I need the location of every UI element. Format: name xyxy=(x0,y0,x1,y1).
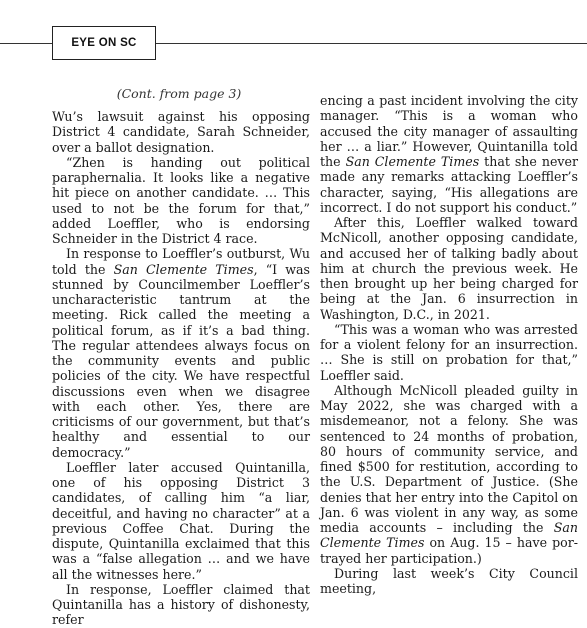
paragraph: In response to Loeffler’s outburst, Wu told the San Clemente Times, “I was stunned by Councilmember Loeffler’s uncharacteristic tantrum at the meeting. Rick called the meeting a political forum, as if it’s a bad thing. The regular attendees always focus on the community events and public policies of the city. We have respectful discussions even when we disagree with each other. Yes, there are criticisms of our government, but that’s healthy and essential to our democracy.” xyxy=(52,246,310,460)
continued-note: (Cont. from page 3) xyxy=(116,86,242,101)
paragraph: During last week’s City Council meeting, xyxy=(320,565,578,596)
publication-name: San Clemente Times xyxy=(113,261,254,277)
paragraph: “This was a woman who was arrested for a violent felony for an insurrection. … She is still on probation for that,” Loeffler said. xyxy=(320,321,578,383)
paragraph: In response, Loeffler claimed that Quintanilla has a history of dishonesty, refer xyxy=(52,581,310,628)
publication-name: San Clemente Times xyxy=(345,154,480,169)
right-column xyxy=(320,93,578,596)
paragraph: “Zhen is handing out political paraphernalia. It looks like a negative hit piece on another candidate. … This used to not be the forum for that,” added Loeffler, who is endorsing Schneider in the District 4 race. xyxy=(52,154,310,246)
left-column xyxy=(52,109,310,628)
publication-name: San Clemente Times xyxy=(320,520,578,551)
paragraph: After this, Loeffler walked toward McNicoll, another opposing candidate, and accused her of talking badly about him at church the previous week. He then brought up her being charged for being at the Jan. 6 insurrection in Washington, D.C., in 2021. xyxy=(320,215,578,322)
paragraph: Loeffler later accused Quintanilla, one of his opposing District 3 candidates, of calling him “a liar, deceitful, and having no character” at a previous Coffee Chat. During the dispute, Quintanilla exclaimed that this was a “false allegation … and we have all the witnesses here.” xyxy=(52,459,310,582)
paragraph: Wu’s lawsuit against his opposing District 4 candidate, Sarah Schneider, over a ballot designation. xyxy=(52,109,310,155)
paragraph: encing a past incident involving the city manager. “This is a woman who accused the city manager of assaulting her … a liar.” However, Quintanilla told the San Clemente Times that she never made any remarks attacking Loeffler’s character, saying, “His allegations are incorrect. I do not support his conduct.” xyxy=(320,93,578,215)
section-tag: EYE ON SC xyxy=(52,26,156,60)
paragraph: Although McNicoll pleaded guilty in May 2022, she was charged with a misdemeanor, not a felony. She was sentenced to 24 months of probation, 80 hours of community service, and fined $500 for restitution, according to the U.S. Department of Justice. (She denies that her entry into the Capitol on Jan. 6 was violent in any way, as some media accounts – including the San Clemente Times on Aug. 15 – have portrayed her participation.) xyxy=(320,382,578,566)
